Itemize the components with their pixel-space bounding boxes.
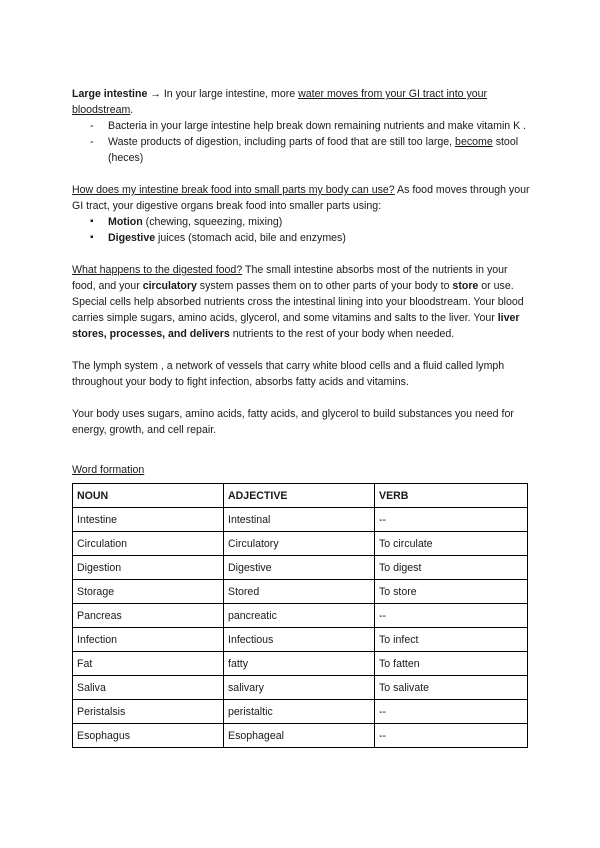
cell-noun: Infection [73,628,224,652]
breakdown-section [72,182,532,246]
text: The small intestine absorbs most of the nutrients in your food, and your [72,264,508,292]
text: nutrients to the rest of your body when needed. [229,328,455,340]
uses-paragraph: Your body uses sugars, amino acids, fatty acids, and glycerol to build substances you need for energy, growth, and cell repair. [72,408,514,436]
table-row [73,676,528,700]
list-item [72,230,532,246]
cell-adjective: peristaltic [224,700,375,724]
cell-adjective: Esophageal [224,724,375,748]
question-heading: How does my intestine break food into small parts my body can use? [72,184,395,196]
text: . [130,104,134,116]
large-intestine-section [72,86,532,166]
list-item-text: Waste products of digestion, including parts of food that are still too large, [108,136,456,148]
bold-term: store [452,280,479,292]
cell-verb: -- [375,724,528,748]
word-formation-title: Word formation [72,464,145,476]
table-row [73,652,528,676]
cell-verb: To digest [375,556,528,580]
text: or use. Special cells help absorbed nutrients cross the intestinal lining into your bloodstream. Your blood carries simple sugars, amino acids, glycerol, and some vitamins and salts to the liver. Your [72,280,524,324]
cell-adjective: pancreatic [224,604,375,628]
table-body [73,508,528,748]
list-item [72,134,532,166]
underlined-text: water moves from your GI tract into your bloodstream [72,88,488,116]
text: system passes them on to other parts of your body to [196,280,453,292]
table-header-row [73,484,528,508]
cell-verb: -- [375,604,528,628]
lymph-paragraph: The lymph system , a network of vessels that carry white blood cells and a fluid called lymph throughout your body to fight infection, absorbs fatty acids and vitamins. [72,360,505,388]
cell-adjective: fatty [224,652,375,676]
column-header-adjective: ADJECTIVE [224,484,375,508]
cell-verb: To infect [375,628,528,652]
bold-term: liver stores, processes, and delivers [72,312,520,340]
table-row [73,508,528,532]
cell-noun: Esophagus [73,724,224,748]
cell-adjective: Circulatory [224,532,375,556]
cell-adjective: Intestinal [224,508,375,532]
table-row [73,628,528,652]
arrow: → [147,88,164,100]
list-item [72,118,532,134]
list-item-text: stool (heces) [108,136,519,164]
cell-verb: To store [375,580,528,604]
table-row [73,580,528,604]
cell-noun: Digestion [73,556,224,580]
list-item [72,214,532,230]
cell-noun: Peristalsis [73,700,224,724]
breakdown-list [72,214,532,246]
cell-adjective: salivary [224,676,375,700]
bold-term: Motion [108,216,143,228]
bold-term: Digestive [108,232,156,244]
lymph-section [72,358,532,390]
bold-term: circulatory [142,280,197,292]
text: In your large intestine, more [163,88,299,100]
cell-adjective: Infectious [224,628,375,652]
cell-noun: Intestine [73,508,224,532]
table-row [73,700,528,724]
cell-verb: -- [375,508,528,532]
list-item-text: (chewing, squeezing, mixing) [142,216,283,228]
digested-section [72,262,532,342]
cell-noun: Circulation [73,532,224,556]
digested-paragraph [72,262,532,342]
cell-adjective: Stored [224,580,375,604]
table-row [73,724,528,748]
large-intestine-title: Large intestine [72,88,148,100]
cell-verb: To salivate [375,676,528,700]
cell-noun: Pancreas [73,604,224,628]
column-header-verb: VERB [375,484,528,508]
list-item-text: Bacteria in your large intestine help break down remaining nutrients and make vitamin K . [108,120,527,132]
cell-verb: To circulate [375,532,528,556]
cell-noun: Saliva [73,676,224,700]
column-header-noun: NOUN [73,484,224,508]
list-item-text: juices (stomach acid, bile and enzymes) [155,232,346,244]
word-formation-table [72,483,528,748]
table-row [73,556,528,580]
breakdown-paragraph [72,182,532,214]
cell-adjective: Digestive [224,556,375,580]
text: As food moves through your GI tract, your digestive organs break food into smaller parts using: [72,184,530,212]
large-intestine-list [72,118,532,166]
uses-section [72,406,532,438]
question-heading: What happens to the digested food? [72,264,243,276]
table-row [73,604,528,628]
cell-verb: -- [375,700,528,724]
document-page [72,86,532,748]
underlined-text: become [455,136,493,148]
table-row [73,532,528,556]
cell-noun: Storage [73,580,224,604]
cell-noun: Fat [73,652,224,676]
large-intestine-paragraph [72,86,532,118]
cell-verb: To fatten [375,652,528,676]
